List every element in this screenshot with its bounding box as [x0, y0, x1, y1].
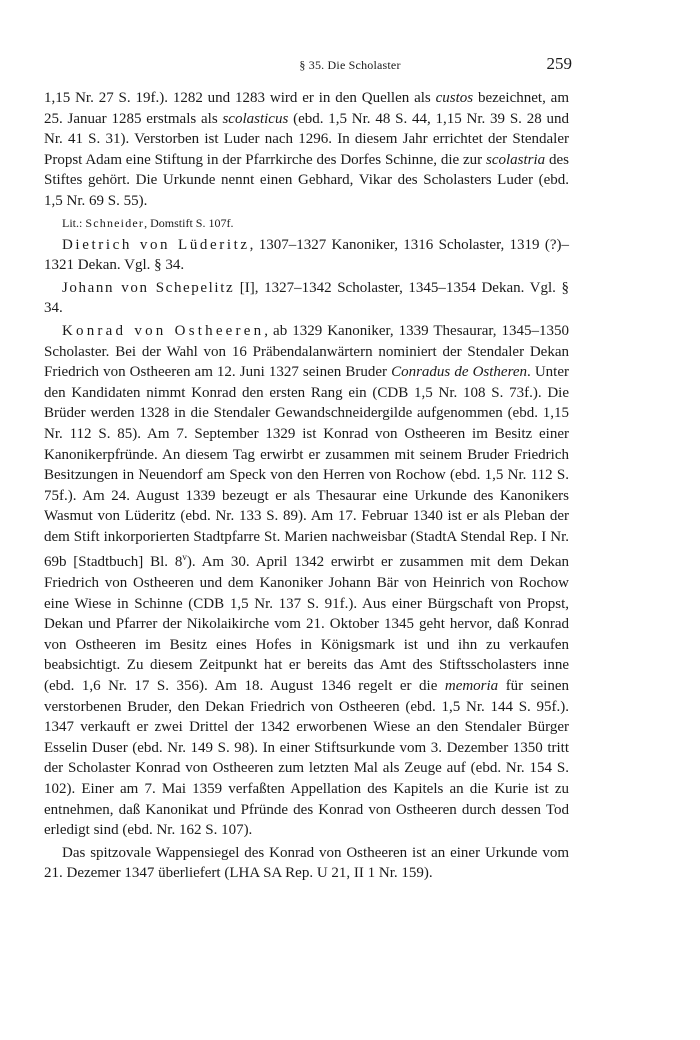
lit-prefix: Lit.: — [62, 215, 86, 230]
italic-term: memoria — [444, 678, 499, 695]
text-run: des Stiftes gehört. Die Urkunde nennt einen Gebhard, Vikar des Scholasters Luder (ebd. 1,5 Nr. 69 S. 55). — [44, 151, 569, 209]
body-text — [44, 88, 569, 884]
text-run: , ab 1329 Kanoniker, 1339 Thesaurar, 1345–1350 Scholaster. Bei der Wahl von 16 Präbendalanwärtern nominiert der Stendaler Dekan Friedrich von Ostheeren am 12. Juni 1327 seinen Bruder — [44, 322, 569, 381]
page-number: 259 — [546, 54, 572, 73]
person-name: Johann von Schepelitz — [62, 279, 235, 296]
running-head: § 35. Die Scholaster — [299, 58, 401, 72]
person-name: Konrad von Ostheeren — [62, 322, 265, 339]
text-run: . Unter den Kandidaten nimmt Konrad den ersten Rang ein (CDB 1,5 Nr. 108 S. 73f.). Die Brüder werden 1328 in die Stendaler Gewandschneidergilde aufgenommen (ebd. 1,15 Nr. 112 S. 85). Am 7. September 1329 ist Konrad von Ostheeren im Besitz einer Kanonikerpfründe. An diesem Tag erwirbt er zusammen mit seinem Bruder Friedrich Besitzungen in Neuendorf am Speck von den Herren von Rochow (ebd. 1,5 Nr. 112 S. 75f.). Am 24. August 1339 bezeugt er als Thesaurar eine Urkunde des Kanonikers Wasmut von Lüderitz (ebd. Nr. 133 S. 89). Am 17. Februar 1340 ist er als Pleban der dem Stift inkorporierten Stadtpfarre St. Marien nachweisbar (StadtA Stendal Rep. I Nr. 69b [Stadtbuch] Bl. 8 — [44, 364, 569, 571]
entry-johann-von-schepelitz — [44, 278, 569, 319]
paragraph-seal — [44, 843, 569, 884]
entry-text: , 1307–1327 Kanoniker, 1316 Scholaster, 1319 (?)–1321 Dekan. Vgl. § 34. — [44, 236, 569, 274]
lit-reference: , Domstift S. 107f. — [144, 215, 234, 230]
text-run: (ebd. 1,5 Nr. 48 S. 44, 1,15 Nr. 39 S. 28 und Nr. 41 S. 31). Verstorben ist Luder nach 1296. In diesem Jahr errichtet der Stendaler Propst Adam eine Stiftung in der Pfarrkirche des Dorfes Schinne, die zur — [44, 110, 569, 168]
paragraph-luder-continued — [44, 88, 569, 212]
superscript: v — [182, 552, 187, 563]
entry-text: [I], 1327–1342 Scholaster, 1345–1354 Dekan. Vgl. § 34. — [44, 279, 570, 317]
literature-note — [44, 214, 569, 233]
text-run: Das spitzovale Wappensiegel des Konrad von Ostheeren ist an einer Urkunde vom 21. Dezemer 1347 überliefert (LHA SA Rep. U 21, II 1 Nr. 159). — [44, 844, 569, 882]
text-run: 1,15 Nr. 27 S. 19f.). 1282 und 1283 wird er in den Quellen als — [44, 90, 436, 106]
text-run: bezeichnet, am 25. Januar 1285 erstmals als — [44, 90, 570, 127]
italic-term: custos — [435, 90, 474, 106]
page-header — [0, 54, 700, 76]
italic-term: Conradus de Ostheren — [391, 364, 528, 381]
entry-dietrich-von-luederitz — [44, 235, 569, 276]
person-name: Dietrich von Lüderitz — [62, 236, 250, 253]
lit-author: Schneider — [85, 215, 145, 230]
entry-konrad-von-ostheeren — [44, 321, 569, 841]
italic-term: scolastria — [485, 151, 546, 168]
italic-term: scolasticus — [222, 110, 289, 127]
text-run: für seinen verstorbenen Bruder, den Dekan Friedrich von Ostheeren (ebd. 1,5 Nr. 144 S. 95f.). 1347 verkauft er zwei Drittel der 1342 erworbenen Wiese an den Stendaler Bürger Esselin Duser (ebd. Nr. 149 S. 98). In einer Stiftsurkunde vom 3. Dezember 1350 tritt der Scholaster Konrad von Ostheeren zum letzten Mal als Zeuge auf (ebd. Nr. 154 S. 102). Einer am 7. Mai 1359 verfaßten Appellation des Kapitels an die Kurie ist zu entnehmen, daß Kanonikat und Pfründe des Konrad von Ostheeren durch dessen Tod erledigt sind (ebd. Nr. 162 S. 107). — [44, 678, 570, 839]
text-run: ). Am 30. April 1342 erwirbt er zusammen mit dem Dekan Friedrich von Ostheeren und dem Kanoniker Johann Bär von Heinrich von Rochow eine Wiese in Schinne (CDB 1,5 Nr. 137 S. 91f.). Aus einer Bürgschaft von Propst, Dekan und Pfarrer der Nikolaikirche vom 21. Oktober 1345 geht hervor, daß Konrad von Ostheeren im Besitz eines Hofes in Königsmark ist und ihn zu verkaufen beabsichtigt. Zu diesem Zeitpunkt hat er bereits das Amt des Stiftsscholasters inne (ebd. 1,6 Nr. 17 S. 356). Am 18. August 1346 regelt er die — [44, 554, 570, 695]
